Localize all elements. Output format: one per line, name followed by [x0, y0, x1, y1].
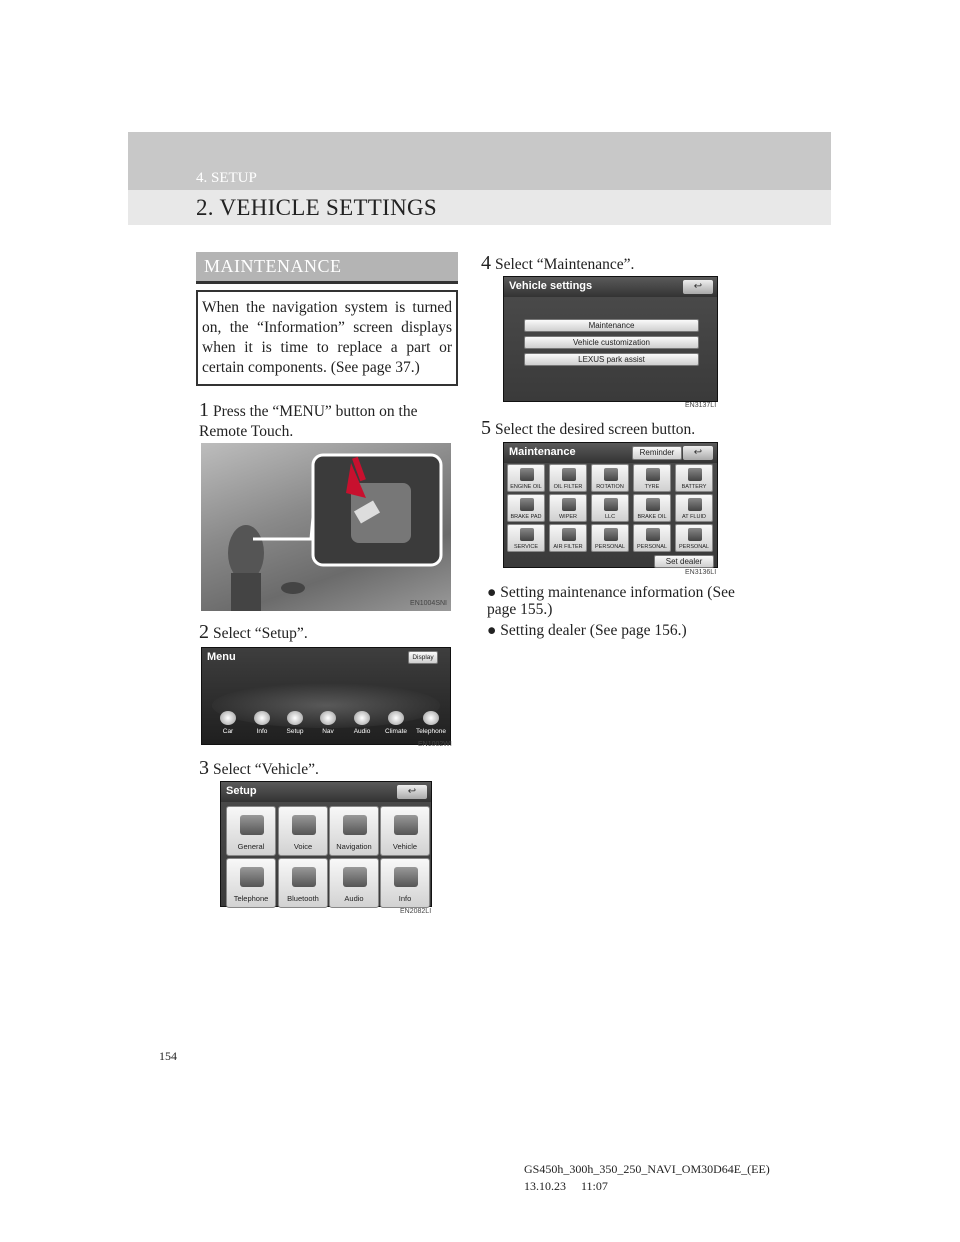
tile-label: Navigation: [336, 842, 372, 851]
back-button[interactable]: [397, 785, 427, 799]
tile-label: Voice: [293, 842, 313, 851]
menu-item-nav[interactable]: [314, 711, 342, 735]
bullet-item: [487, 584, 752, 618]
menu-item-info[interactable]: [248, 711, 276, 735]
at-fluid-icon: [688, 498, 702, 511]
bullet-text: Setting dealer (See page 156.): [500, 622, 687, 639]
tile-label: AT FLUID: [682, 514, 706, 520]
step-text: Select the desired screen button.: [495, 421, 696, 438]
tile-label: BATTERY: [681, 484, 707, 490]
step-number: 1: [199, 399, 209, 421]
tile-audio[interactable]: [329, 858, 379, 908]
tile-at-fluid[interactable]: [675, 494, 713, 522]
tile-label: Audio: [344, 894, 364, 903]
tile-oil-filter[interactable]: [549, 464, 587, 492]
step-number: 4: [481, 252, 491, 274]
music-note-icon: [354, 711, 370, 725]
engine-oil-icon: [520, 468, 534, 481]
personal-icon: [604, 528, 618, 541]
back-button[interactable]: [683, 280, 713, 294]
nav-icon: [320, 711, 336, 725]
tile-info[interactable]: [380, 858, 430, 908]
footer: [524, 1161, 770, 1195]
setup-icon: [287, 711, 303, 725]
tile-navigation[interactable]: [329, 806, 379, 856]
park-assist-button[interactable]: LEXUS park assist: [524, 353, 699, 366]
tile-air-filter[interactable]: [549, 524, 587, 552]
page-number: 154: [159, 1049, 177, 1063]
menu-item-climate[interactable]: [382, 711, 410, 735]
menu-item-label: Telephone: [416, 728, 446, 735]
general-icon: [240, 815, 264, 835]
return-arrow-icon: ↩: [693, 281, 703, 292]
navigation-icon: [343, 815, 367, 835]
tile-llc[interactable]: [591, 494, 629, 522]
setup-title: Setup: [221, 782, 431, 802]
rotation-icon: [604, 468, 618, 481]
step-1: [199, 400, 461, 442]
tile-label: LLC: [604, 514, 616, 520]
tile-label: PERSONAL: [679, 544, 709, 550]
step-number: 5: [481, 417, 491, 439]
llc-icon: [604, 498, 618, 511]
vehicle-customization-button[interactable]: Vehicle customization: [524, 336, 699, 349]
menu-item-label: Info: [256, 728, 268, 735]
return-arrow-icon: ↩: [407, 786, 417, 797]
step-4: [481, 253, 743, 275]
bullet-icon: ●: [487, 622, 497, 639]
tile-battery[interactable]: [675, 464, 713, 492]
step-text: Select “Maintenance”.: [495, 256, 635, 273]
step-text: Select “Vehicle”.: [213, 761, 319, 778]
bluetooth-icon: [292, 867, 316, 887]
car-icon: [220, 711, 236, 725]
remote-touch-illustration: [201, 443, 451, 611]
menu-item-telephone[interactable]: [414, 711, 448, 735]
tile-voice[interactable]: [278, 806, 328, 856]
tile-rotation[interactable]: [591, 464, 629, 492]
footer-doc-id: GS450h_300h_350_250_NAVI_OM30D64E_(EE): [524, 1162, 770, 1176]
remote-touch-image: [201, 443, 451, 611]
tyre-icon: [646, 468, 660, 481]
tile-brake-pad[interactable]: [507, 494, 545, 522]
wrench-icon: [520, 528, 534, 541]
tile-label: Telephone: [233, 894, 269, 903]
air-filter-icon: [562, 528, 576, 541]
tile-label: ROTATION: [596, 484, 624, 490]
back-button[interactable]: [683, 446, 713, 460]
maintenance-button[interactable]: Maintenance: [524, 319, 699, 332]
tile-personal-3[interactable]: [675, 524, 713, 552]
menu-item-setup[interactable]: [281, 711, 309, 735]
menu-screen: [201, 647, 451, 745]
maintenance-description: When the navigation system is turned on, the “Information” screen displays when it is time to replace a part or certain components. (See page 37.): [196, 290, 458, 386]
set-dealer-button[interactable]: Set dealer: [654, 555, 714, 568]
tile-label: PERSONAL: [595, 544, 625, 550]
personal-icon: [688, 528, 702, 541]
voice-icon: [292, 815, 316, 835]
tile-label: AIR FILTER: [553, 544, 583, 550]
wiper-icon: [562, 498, 576, 511]
menu-title: Menu: [207, 651, 236, 663]
image-code: EN1004SNI: [410, 600, 447, 607]
tile-label: TYRE: [644, 484, 660, 490]
footer-timestamp: 13.10.23 11:07: [524, 1179, 608, 1193]
section-header: [128, 132, 831, 190]
climate-icon: [388, 711, 404, 725]
brake-pad-icon: [520, 498, 534, 511]
tile-label: General: [237, 842, 265, 851]
setup-screen: [220, 781, 432, 907]
tile-vehicle[interactable]: [380, 806, 430, 856]
tile-label: OIL FILTER: [553, 484, 583, 490]
title-bar: [128, 190, 831, 225]
tile-personal-2[interactable]: [633, 524, 671, 552]
step-5: [481, 418, 743, 440]
menu-item-label: Audio: [353, 728, 371, 735]
image-code: EN1002WI: [418, 741, 452, 748]
personal-icon: [646, 528, 660, 541]
telephone-icon: [423, 711, 439, 725]
maintenance-screen-title: Maintenance: [504, 443, 717, 463]
return-arrow-icon: ↩: [693, 447, 703, 458]
tile-brake-oil[interactable]: [633, 494, 671, 522]
tile-label: BRAKE PAD: [510, 514, 542, 520]
battery-icon: [688, 468, 702, 481]
maintenance-box: [196, 252, 458, 386]
menu-item-label: Car: [222, 728, 234, 735]
step-number: 2: [199, 621, 209, 643]
tile-label: Vehicle: [392, 842, 418, 851]
tile-label: BRAKE OIL: [637, 514, 667, 520]
menu-item-audio[interactable]: [348, 711, 376, 735]
step-text: Select “Setup”.: [213, 625, 308, 642]
display-button[interactable]: Display: [408, 651, 438, 664]
step-2: [199, 622, 461, 644]
vehicle-settings-title: Vehicle settings: [504, 277, 717, 297]
step-text: Press the “MENU” button on the Remote Touch.: [199, 403, 418, 440]
info-icon: [254, 711, 270, 725]
image-code: EN3136LI: [685, 569, 717, 576]
tile-telephone[interactable]: [226, 858, 276, 908]
tile-engine-oil[interactable]: [507, 464, 545, 492]
music-note-icon: [343, 867, 367, 887]
menu-item-label: Nav: [322, 728, 334, 735]
menu-item-car[interactable]: [214, 711, 242, 735]
tile-personal-1[interactable]: [591, 524, 629, 552]
tile-bluetooth[interactable]: [278, 858, 328, 908]
step-number: 3: [199, 757, 209, 779]
tile-label: WIPER: [558, 514, 578, 520]
menu-item-label: Climate: [384, 728, 408, 735]
tile-label: Info: [398, 894, 412, 903]
section-label: 4. SETUP: [196, 170, 257, 186]
vehicle-icon: [394, 815, 418, 835]
telephone-icon: [240, 867, 264, 887]
vehicle-settings-screen: [503, 276, 718, 402]
tile-service[interactable]: [507, 524, 545, 552]
brake-oil-icon: [646, 498, 660, 511]
bullet-text: Setting maintenance information (See page 155.): [487, 584, 735, 618]
bullet-item: [487, 622, 752, 639]
tile-label: PERSONAL: [637, 544, 667, 550]
oil-filter-icon: [562, 468, 576, 481]
image-code: EN3137LI: [685, 402, 717, 409]
tile-general[interactable]: [226, 806, 276, 856]
menu-item-label: Setup: [286, 728, 304, 735]
page-title: 2. VEHICLE SETTINGS: [196, 195, 438, 220]
maintenance-screen: [503, 442, 718, 568]
maintenance-heading: MAINTENANCE: [196, 252, 458, 284]
tile-label: ENGINE OIL: [510, 484, 542, 490]
tile-label: Bluetooth: [287, 894, 319, 903]
reminder-button[interactable]: Reminder: [632, 446, 682, 460]
bullet-icon: ●: [487, 584, 497, 601]
info-icon: [394, 867, 418, 887]
image-code: EN2082LI: [400, 908, 432, 915]
step-3: [199, 758, 461, 780]
tile-tyre[interactable]: [633, 464, 671, 492]
tile-label: SERVICE: [513, 544, 539, 550]
tile-wiper[interactable]: [549, 494, 587, 522]
